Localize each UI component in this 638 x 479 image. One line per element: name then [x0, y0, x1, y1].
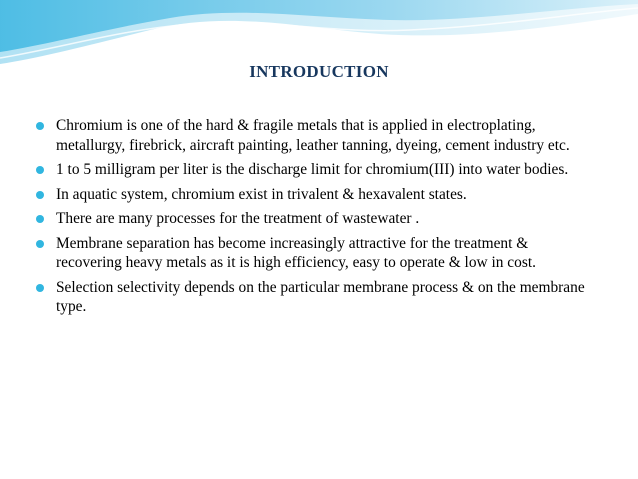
bullet-text: 1 to 5 milligram per liter is the discharge limit for chromium(III) into water bodies.	[56, 161, 569, 178]
bullet-text: There are many processes for the treatment of wastewater .	[56, 210, 420, 227]
bullet-text: Selection selectivity depends on the particular membrane process & on the membrane type.	[56, 278, 585, 315]
bullet-dot-icon	[36, 240, 44, 248]
bullet-list	[36, 116, 596, 317]
list-item	[36, 209, 596, 229]
bullet-dot-icon	[36, 191, 44, 199]
list-item	[36, 116, 596, 155]
list-item	[36, 234, 596, 273]
bullet-dot-icon	[36, 122, 44, 130]
slide-body	[36, 116, 596, 322]
bullet-text: Membrane separation has become increasingly attractive for the treatment & recovering heavy metals as it is high efficiency, easy to operate & low in cost.	[56, 234, 536, 271]
bullet-text: In aquatic system, chromium exist in trivalent & hexavalent states.	[56, 185, 467, 203]
bullet-dot-icon	[36, 166, 44, 174]
list-item	[36, 185, 596, 205]
bullet-dot-icon	[36, 215, 44, 223]
list-item	[36, 278, 596, 317]
slide-title: INTRODUCTION	[249, 62, 389, 81]
bullet-dot-icon	[36, 284, 44, 292]
bullet-text: Chromium is one of the hard & fragile metals that is applied in electroplating, metallurgy, firebrick, aircraft painting, leather tanning, dyeing, cement industry etc.	[56, 117, 570, 154]
header-wave-decoration	[0, 0, 638, 70]
list-item	[36, 160, 596, 180]
